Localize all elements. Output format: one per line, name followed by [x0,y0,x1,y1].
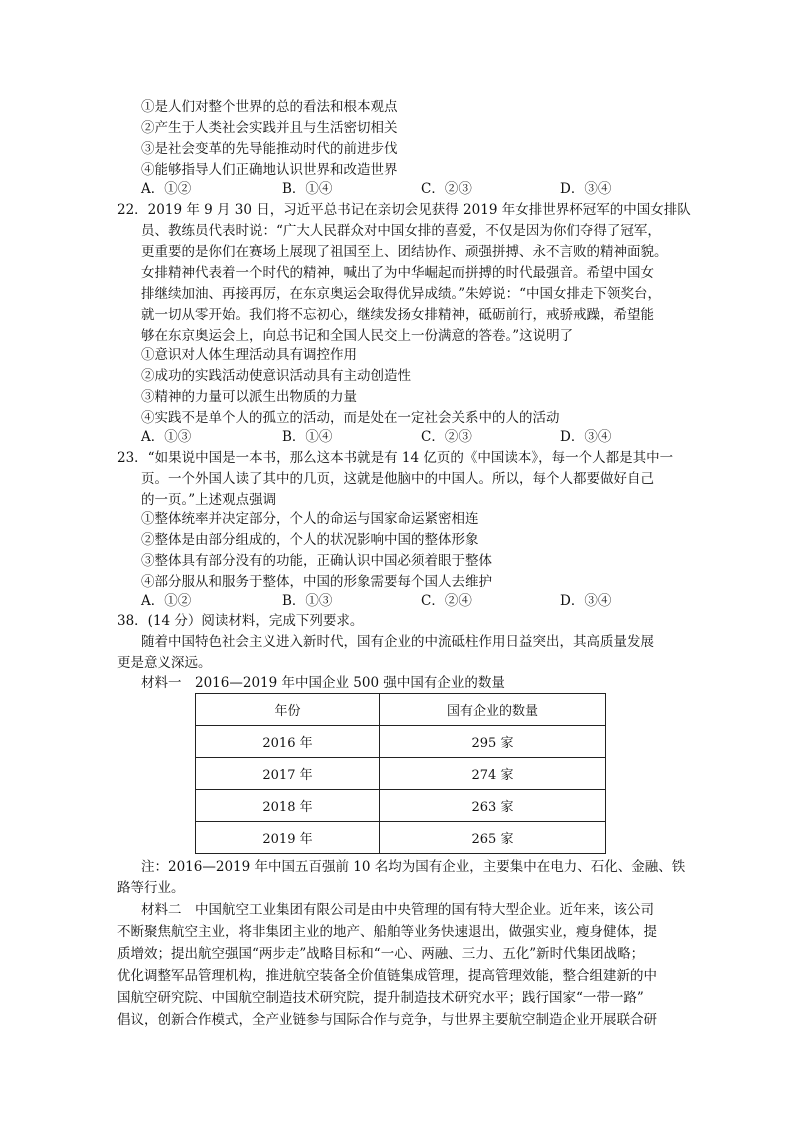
material2-text: 质增效；提出航空强国“两步走”战略目标和“一心、两融、三力、五化”新时代集团战略； [117,946,645,962]
q22-stem: 22．2019 年 9 月 30 日，习近平总书记在亲切会见获得 2019 年女排世界杯冠军的中国女排队 [117,202,691,218]
q21-option-a: A．①② [141,181,192,197]
q23-option-b: B．①③ [282,593,333,609]
q22-option-b: B．①④ [282,429,333,445]
q22-item: ④实践不是单个人的孤立的活动，而是处在一定社会关系中的人的活动 [141,410,560,426]
q22-option-c: C．②③ [421,429,472,445]
table-row [196,726,606,758]
q23-option-a: A．①② [141,593,192,609]
q22-stem: 够在东京奥运会上，向总书记和全国人民交上一份满意的答卷。”这说明了 [141,328,574,344]
q22-item: ③精神的力量可以派生出物质的力量 [141,389,357,405]
q22-stem: 就一切从零开始。我们将不忘初心，继续发扬女排精神，砥砺前行，戒骄戒躁，希望能 [141,307,654,323]
table-row [196,790,606,822]
material2-text: 倡议，创新合作模式，全产业链参与国际合作与竞争，与世界主要航空制造企业开展联合研 [117,1012,657,1028]
q23-item: ③整体具有部分没有的功能，正确认识中国必须着眼于整体 [141,553,492,569]
q21-item: ②产生于人类社会实践并且与生活密切相关 [141,120,398,136]
table-cell-year: 2016 年 [196,726,380,758]
q23-stem: 23．“如果说中国是一本书，那么这本书就是有 14 亿页的《中国读本》，每一个人都是其中一 [117,450,674,466]
material2-text: 材料二 中国航空工业集团有限公司是由中央管理的国有特大型企业。近年来，该公司 [141,902,654,918]
table-cell-count: 265 家 [380,822,606,854]
q23-stem: 页。一个外国人读了其中的几页，这就是他脑中的中国人。所以，每个人都要做好自己 [141,471,654,487]
q23-item: ①整体统率并决定部分，个人的命运与国家命运紧密相连 [141,511,479,527]
q22-stem: 员、教练员代表时说：“广大人民群众对中国女排的喜爱，不仅是因为你们夺得了冠军， [141,223,661,239]
table-cell-year: 2019 年 [196,822,380,854]
q21-item: ④能够指导人们正确地认识世界和改造世界 [141,162,398,178]
q22-option-d: D．③④ [560,429,612,445]
q21-options [141,179,621,199]
q23-stem: 的一页。”上述观点强调 [141,492,277,508]
q22-item: ②成功的实践活动使意识活动具有主动创造性 [141,368,411,384]
q22-stem: 女排精神代表着一个时代的精神，喊出了为中华崛起而拼搏的时代最强音。希望中国女 [141,265,654,281]
q22-options [141,427,621,447]
q23-options [141,591,621,611]
q23-option-d: D．③④ [560,593,612,609]
table-header-row [196,694,606,726]
material2-text: 优化调整军品管理机构，推进航空装备全价值链集成管理，提高管理效能，整合组建新的中 [117,968,657,984]
q22-stem: 排继续加油、再接再厉，在东京奥运会取得优异成绩。”朱婷说：“中国女排走下领奖台， [141,286,662,302]
table-header-year: 年份 [196,694,380,726]
q21-option-c: C．②③ [421,181,472,197]
table-cell-year: 2018 年 [196,790,380,822]
q21-item: ③是社会变革的先导能推动时代的前进步伐 [141,141,398,157]
q21-option-b: B．①④ [282,181,333,197]
q22-item: ①意识对人体生理活动具有调控作用 [141,347,357,363]
table-cell-count: 263 家 [380,790,606,822]
q38-intro: 随着中国特色社会主义进入新时代，国有企业的中流砥柱作用日益突出，其高质量发展 [141,634,654,650]
material2-text: 国航空研究院、中国航空制造技术研究院，提升制造技术研究水平；践行国家“一带一路” [117,990,644,1006]
q38-intro: 更是意义深远。 [117,655,212,671]
q38-title: 38．(14 分）阅读材料，完成下列要求。 [117,613,364,629]
table-header-count: 国有企业的数量 [380,694,606,726]
q23-option-c: C．②④ [421,593,472,609]
table-cell-year: 2017 年 [196,758,380,790]
table-row [196,822,606,854]
q23-item: ②整体是由部分组成的，个人的状况影响中国的整体形象 [141,532,479,548]
q23-item: ④部分服从和服务于整体，中国的形象需要每个国人去维护 [141,574,492,590]
table-row [196,758,606,790]
q22-stem: 更重要的是你们在赛场上展现了祖国至上、团结协作、顽强拼搏、永不言败的精神面貌。 [141,244,668,260]
material1-label: 材料一 2016—2019 年中国企业 500 强中国有企业的数量 [141,675,505,691]
q21-item: ①是人们对整个世界的总的看法和根本观点 [141,99,398,115]
q21-option-d: D．③④ [560,181,612,197]
table-note: 路等行业。 [117,880,185,896]
material2-text: 不断聚焦航空主业，将非集团主业的地产、船舶等业务快速退出，做强实业，瘦身健体，提 [117,924,657,940]
table-cell-count: 295 家 [380,726,606,758]
table-cell-count: 274 家 [380,758,606,790]
soe-count-table [195,693,606,854]
table-note: 注：2016—2019 年中国五百强前 10 名均为国有企业，主要集中在电力、石化、金融、铁 [141,859,686,875]
q22-option-a: A．①③ [141,429,192,445]
